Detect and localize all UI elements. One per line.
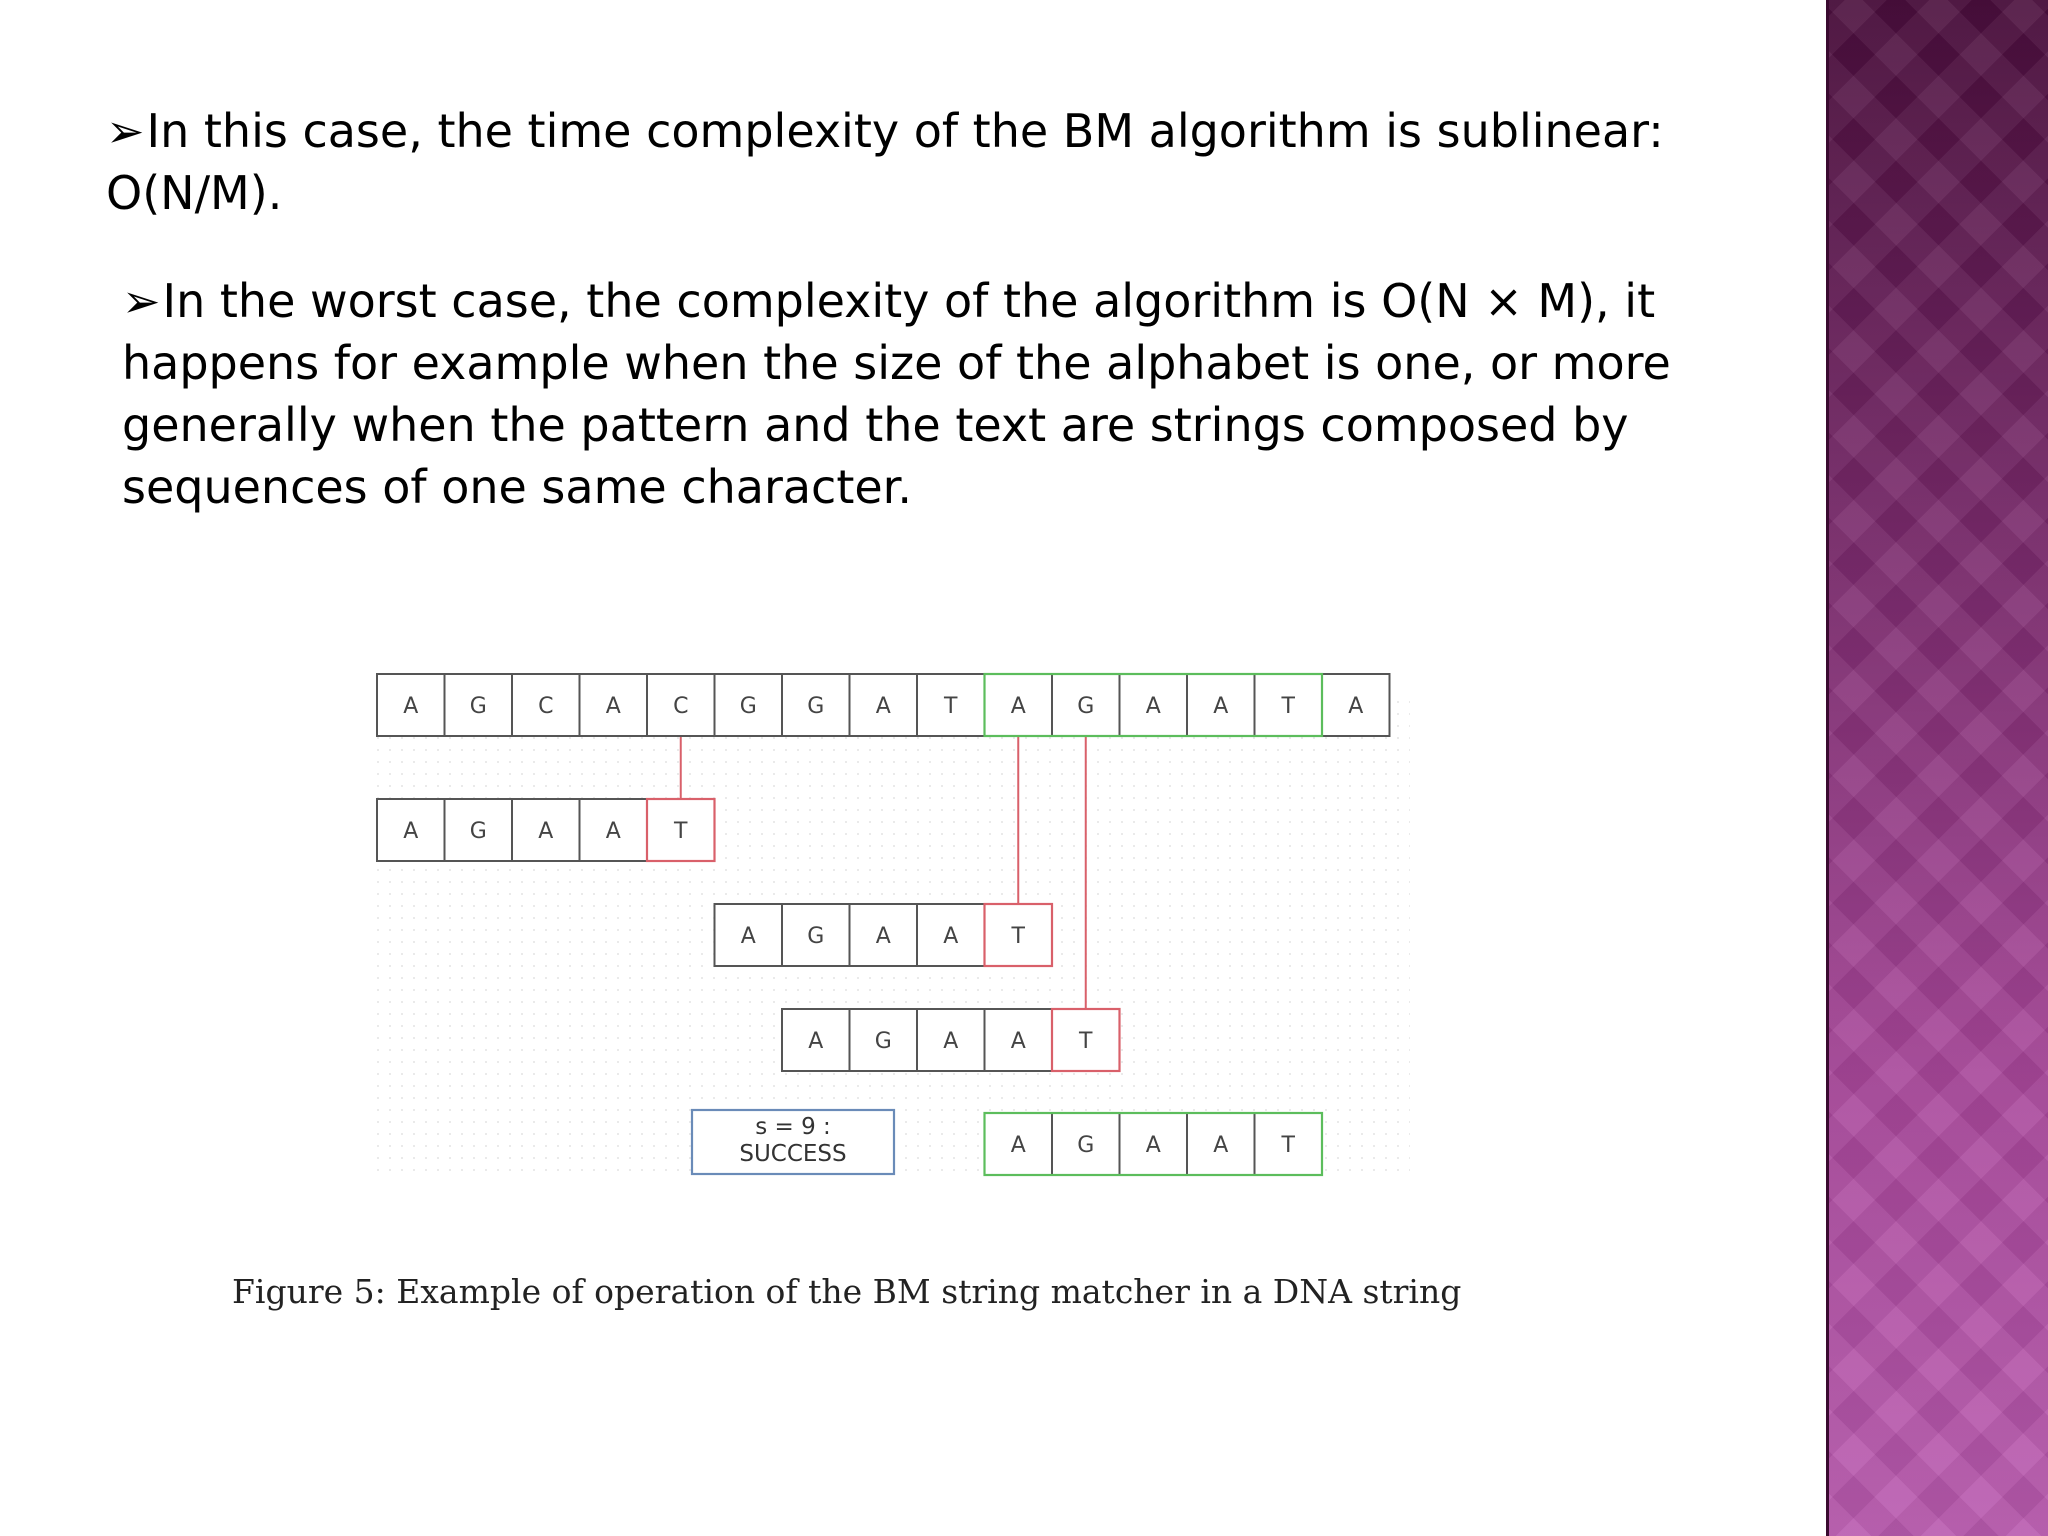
bullet-point-sublinear [106, 100, 1706, 224]
pattern-row-3-cell-2 [917, 1009, 985, 1071]
text-cell-1 [445, 674, 513, 736]
cell-letter: T [674, 819, 688, 844]
bullet-text-worst-case: In the worst case, the complexity of the algorithm is O(N × M), it happens for example when the size of the alphabet is one, or more generally when the pattern and the text are strings composed by sequences of one same character. [122, 274, 1671, 514]
cell-letter: G [469, 819, 487, 844]
cell-letter: A [605, 819, 621, 844]
pattern-row-2-cell-0 [715, 904, 783, 966]
text-cell-4 [647, 674, 715, 736]
cell-letter: A [740, 924, 756, 949]
bullet-arrow-icon: ➢ [122, 274, 161, 328]
pattern-row-4-cell-2 [1120, 1113, 1188, 1175]
bm-diagram-svg [360, 660, 1460, 1200]
text-cell-9 [985, 674, 1053, 736]
text-cell-12 [1187, 674, 1255, 736]
pattern-row-4-cell-4 [1255, 1113, 1323, 1175]
cell-letter: A [875, 694, 891, 719]
pattern-row-4-cell-1 [1052, 1113, 1120, 1175]
bullet-point-worst-case [122, 270, 1742, 518]
pattern-row-2-cell-2 [850, 904, 918, 966]
success-badge-line-0: s = 9 : [755, 1114, 831, 1140]
text-cell-11 [1120, 674, 1188, 736]
cell-letter: G [469, 694, 487, 719]
cell-letter: T [1011, 924, 1025, 949]
cell-letter: G [807, 924, 825, 949]
pattern-row-1-cell-2 [512, 799, 580, 861]
pattern-row-1-cell-1 [445, 799, 513, 861]
cell-letter: A [538, 819, 554, 844]
cell-letter: A [605, 694, 621, 719]
pattern-row-2-cell-1 [782, 904, 850, 966]
cell-letter: G [1077, 694, 1095, 719]
cell-letter: A [1145, 1133, 1161, 1158]
cell-letter: A [1213, 694, 1229, 719]
text-cell-2 [512, 674, 580, 736]
text-cell-5 [715, 674, 783, 736]
cell-letter: A [1010, 694, 1026, 719]
cell-letter: G [807, 694, 825, 719]
pattern-row-3-cell-1 [850, 1009, 918, 1071]
cell-letter: T [1281, 1133, 1295, 1158]
cell-letter: A [403, 819, 419, 844]
text-cell-3 [580, 674, 648, 736]
cell-letter: T [1079, 1029, 1093, 1054]
success-badge [692, 1110, 894, 1174]
bullet-text-sublinear: In this case, the time complexity of the BM algorithm is sublinear: O(N/M). [106, 104, 1664, 220]
cell-letter: G [874, 1029, 892, 1054]
cell-letter: G [739, 694, 757, 719]
pattern-row-4-cell-0 [985, 1113, 1053, 1175]
cell-letter: A [403, 694, 419, 719]
pattern-row-3-cell-0 [782, 1009, 850, 1071]
text-cell-10 [1052, 674, 1120, 736]
pattern-row-1-cell-3 [580, 799, 648, 861]
pattern-row-2-cell-4 [985, 904, 1053, 966]
cell-letter: A [1213, 1133, 1229, 1158]
cell-letter: A [943, 924, 959, 949]
cell-letter: G [1077, 1133, 1095, 1158]
bullet-arrow-icon: ➢ [106, 104, 145, 158]
pattern-row-3-cell-4 [1052, 1009, 1120, 1071]
success-badge-line-1: SUCCESS [739, 1141, 847, 1167]
cell-letter: A [1010, 1029, 1026, 1054]
cell-letter: A [875, 924, 891, 949]
cell-letter: C [673, 694, 689, 719]
cell-letter: T [944, 694, 958, 719]
cell-letter: A [943, 1029, 959, 1054]
decorative-side-band [1826, 0, 2048, 1536]
text-cell-13 [1255, 674, 1323, 736]
cell-letter: A [1348, 694, 1364, 719]
cell-letter: A [1010, 1133, 1026, 1158]
cell-letter: A [1145, 694, 1161, 719]
cell-letter: C [538, 694, 554, 719]
cell-letter: A [808, 1029, 824, 1054]
pattern-row-4-cell-3 [1187, 1113, 1255, 1175]
pattern-row-1-cell-4 [647, 799, 715, 861]
text-cell-8 [917, 674, 985, 736]
figure-caption: Figure 5: Example of operation of the BM string matcher in a DNA string [232, 1272, 1462, 1311]
pattern-row-1-cell-0 [377, 799, 445, 861]
pattern-row-2-cell-3 [917, 904, 985, 966]
pattern-row-3-cell-3 [985, 1009, 1053, 1071]
text-cell-0 [377, 674, 445, 736]
cell-letter: T [1281, 694, 1295, 719]
text-cell-14 [1322, 674, 1390, 736]
bm-dna-figure [360, 660, 1460, 1204]
text-cell-6 [782, 674, 850, 736]
text-cell-7 [850, 674, 918, 736]
